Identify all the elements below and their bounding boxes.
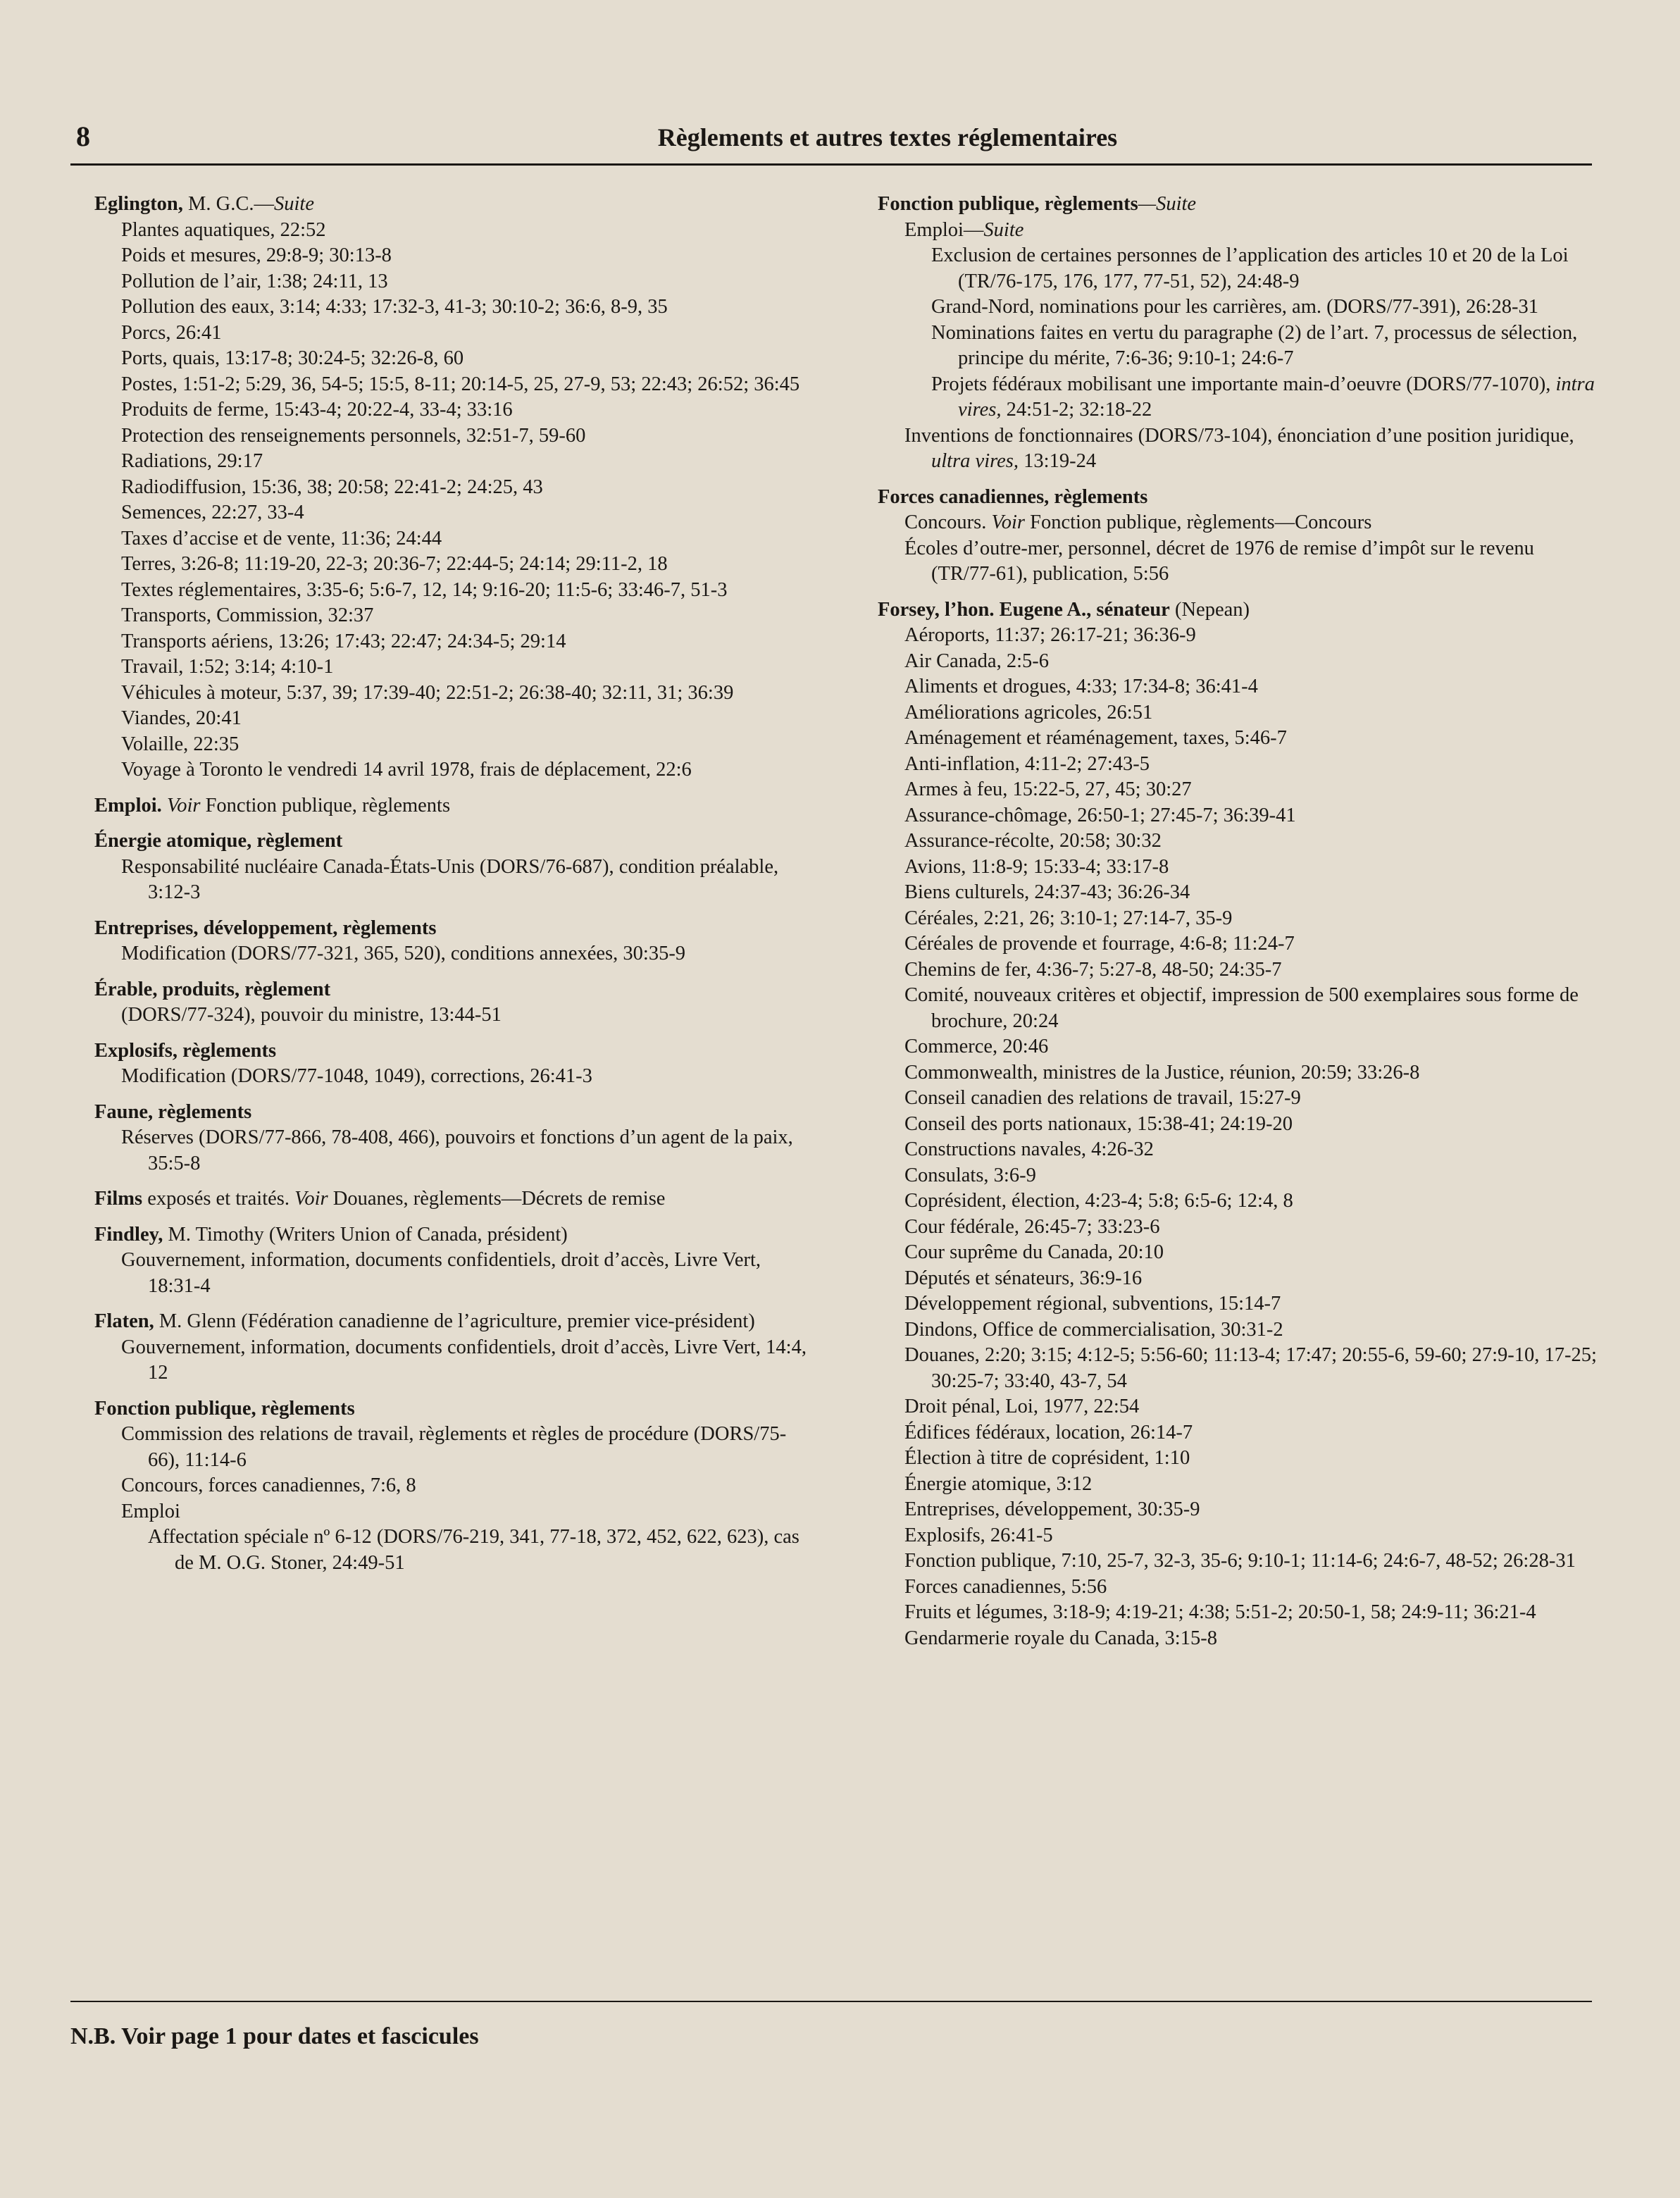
subentry: Modification (DORS/77-321, 365, 520), conditions annexées, 30:35-9 [121, 943, 686, 964]
subentry: Radiodiffusion, 15:36, 38; 20:58; 22:41-2; 24:25, 43 [121, 476, 543, 498]
subentry: Commonwealth, ministres de la Justice, réunion, 20:59; 33:26-8 [904, 1061, 1420, 1084]
subentry: Édifices fédéraux, location, 26:14-7 [904, 1421, 1193, 1443]
entry-suite: Suite [273, 193, 314, 215]
subentry-italic: intra vires, [958, 373, 1595, 421]
subentry: Produits de ferme, 15:43-4; 20:22-4, 33-4; 33:16 [121, 399, 513, 421]
page-title: Règlements et autres textes réglementaires [657, 123, 1118, 151]
subentry: Coprésident, élection, 4:23-4; 5:8; 6:5-6; 12:4, 8 [904, 1190, 1293, 1212]
subentry: Porcs, 26:41 [121, 321, 222, 344]
entry-heading: Fonction publique, règlements [878, 193, 1138, 215]
subentry: Concours, forces canadiennes, 7:6, 8 [121, 1474, 416, 1496]
index-entry-energie-atomique [70, 828, 814, 906]
subentry: Viandes, 20:41 [121, 707, 242, 729]
entry-suite: Suite [983, 218, 1024, 241]
forsey-subentry-list [854, 623, 1597, 1651]
entry-heading: Emploi. [94, 794, 162, 817]
entry-heading-rest: Fonction publique, règlements [200, 794, 451, 817]
subentry: Assurance-chômage, 26:50-1; 27:45-7; 36:39-41 [904, 804, 1296, 826]
subentry: Dindons, Office de commercialisation, 30:31-2 [904, 1318, 1283, 1341]
subentry: Semences, 22:27, 33-4 [121, 502, 304, 523]
subentry: Nominations faites en vertu du paragraphe (2) de l’art. 7, processus de sélection, principe du mérite, 7:6-36; 9:10-1; 24:6-7 [931, 321, 1578, 369]
subentry: Volaille, 22:35 [121, 733, 239, 755]
subentry: Consulats, 3:6-9 [904, 1164, 1036, 1186]
entry-heading: Findley, [94, 1223, 163, 1246]
subentry: Projets fédéraux mobilisant une importante main-d’oeuvre (DORS/77-1070), [931, 373, 1556, 395]
subentry: Transports aériens, 13:26; 17:43; 22:47; 24:34-5; 29:14 [121, 630, 566, 652]
subentry: Céréales, 2:21, 26; 3:10-1; 27:14-7, 35-9 [904, 907, 1233, 929]
subentry: Air Canada, 2:5-6 [904, 650, 1049, 672]
subentry: 24:51-2; 32:18-22 [1001, 399, 1152, 421]
subentry: Gouvernement, information, documents confidentiels, droit d’accès, Livre Vert, 14:4, 12 [121, 1336, 807, 1384]
index-entry-flaten [70, 1309, 814, 1386]
entry-heading-rest: Douanes, règlements—Décrets de remise [328, 1188, 666, 1210]
left-column [70, 192, 814, 1586]
subentry: Emploi [121, 1500, 180, 1522]
subentry: Armes à feu, 15:22-5, 27, 45; 30:27 [904, 778, 1192, 800]
subentry: Conseil canadien des relations de travail, 15:27-9 [904, 1087, 1301, 1109]
footer-note: N.B. Voir page 1 pour dates et fascicules [70, 2023, 479, 2049]
subentry: Aménagement et réaménagement, taxes, 5:46-7 [904, 727, 1287, 749]
subentry: Modification (DORS/77-1048, 1049), corrections, 26:41-3 [121, 1065, 592, 1087]
subentry: Postes, 1:51-2; 5:29, 36, 54-5; 15:5, 8-11; 20:14-5, 25, 27-9, 53; 22:43; 26:52; 36:45 [121, 373, 800, 395]
index-entry-fonction-publique-suite [854, 192, 1597, 475]
subentry: Plantes aquatiques, 22:52 [121, 218, 326, 241]
right-column [854, 192, 1597, 1661]
see-reference: Voir [294, 1188, 328, 1210]
subentry: Taxes d’accise et de vente, 11:36; 24:44 [121, 527, 442, 550]
subentry: Réserves (DORS/77-866, 78-408, 466), pouvoirs et fonctions d’un agent de la paix, 35:5-8 [121, 1126, 793, 1174]
subentry: Commerce, 20:46 [904, 1036, 1049, 1057]
subentry: Céréales de provende et fourrage, 4:6-8; 11:24-7 [904, 933, 1295, 955]
subentry: Gendarmerie royale du Canada, 3:15-8 [904, 1627, 1217, 1649]
page-number: 8 [76, 120, 90, 152]
subentry: Cour suprême du Canada, 20:10 [904, 1241, 1164, 1263]
footer-rule [70, 2001, 1592, 2002]
subentry: Travail, 1:52; 3:14; 4:10-1 [121, 656, 334, 678]
subentry: Pollution des eaux, 3:14; 4:33; 17:32-3, 41-3; 30:10-2; 36:6, 8-9, 35 [121, 296, 668, 318]
index-entry-forces-canadiennes [854, 485, 1597, 588]
entry-suite: —Suite [1138, 193, 1197, 215]
index-entry-faune [70, 1100, 814, 1177]
subentry: Terres, 3:26-8; 11:19-20, 22-3; 20:36-7; 22:44-5; 24:14; 29:11-2, 18 [121, 553, 668, 575]
subentry: Explosifs, 26:41-5 [904, 1524, 1053, 1546]
subentry: Radiations, 29:17 [121, 450, 263, 472]
subentry: Développement régional, subventions, 15:14-7 [904, 1293, 1281, 1315]
subentry: Énergie atomique, 3:12 [904, 1472, 1093, 1495]
subentry: Comité, nouveaux critères et objectif, impression de 500 exemplaires sous forme de brochure, 20:24 [904, 984, 1579, 1032]
subentry: Conseil des ports nationaux, 15:38-41; 24:19-20 [904, 1112, 1293, 1135]
index-entry-fonction-publique [70, 1396, 814, 1577]
subentry: Voyage à Toronto le vendredi 14 avril 1978, frais de déplacement, 22:6 [121, 759, 692, 781]
entry-heading: Films [94, 1188, 143, 1210]
subentry: Écoles d’outre-mer, personnel, décret de 1976 de remise d’impôt sur le revenu (TR/77-61), publication, 5:56 [904, 537, 1534, 585]
entry-heading-rest: M. G.C.— [182, 193, 274, 215]
subentry: Constructions navales, 4:26-32 [904, 1138, 1154, 1160]
entry-heading: Explosifs, règlements [94, 1039, 277, 1062]
subentry: Anti-inflation, 4:11-2; 27:43-5 [904, 752, 1150, 775]
subentry: Droit pénal, Loi, 1977, 22:54 [904, 1396, 1140, 1417]
subentry: Inventions de fonctionnaires (DORS/73-104), énonciation d’une position juridique, [904, 424, 1574, 447]
subentry: Concours. [904, 511, 992, 533]
subentry: Véhicules à moteur, 5:37, 39; 17:39-40; 22:51-2; 26:38-40; 32:11, 31; 36:39 [121, 681, 734, 704]
page-header [70, 120, 1592, 166]
subentry: Exclusion de certaines personnes de l’application des articles 10 et 20 de la Loi (TR/76-175, 176, 177, 77-51, 52), 24:48-9 [931, 244, 1569, 292]
entry-heading: Énergie atomique, règlement [94, 830, 343, 852]
subentry: Pollution de l’air, 1:38; 24:11, 13 [121, 270, 388, 292]
subentry: Assurance-récolte, 20:58; 30:32 [904, 830, 1162, 852]
index-entry-entreprises [70, 916, 814, 967]
subentry: Cour fédérale, 26:45-7; 33:23-6 [904, 1215, 1160, 1238]
see-reference: Voir [166, 794, 201, 817]
see-reference: Voir [991, 511, 1026, 533]
subentry: Entreprises, développement, 30:35-9 [904, 1498, 1200, 1520]
entry-heading: Eglington, [94, 193, 183, 215]
subentry: Fruits et légumes, 3:18-9; 4:19-21; 4:38; 5:51-2; 20:50-1, 58; 24:9-11; 36:21-4 [904, 1601, 1536, 1623]
entry-heading-rest: M. Glenn (Fédération canadienne de l’agriculture, premier vice-président) [154, 1310, 755, 1332]
subentry: Ports, quais, 13:17-8; 30:24-5; 32:26-8, 60 [121, 347, 464, 369]
subentry: Avions, 11:8-9; 15:33-4; 33:17-8 [904, 855, 1169, 878]
index-entry-eglington [70, 192, 814, 783]
entry-heading: Entreprises, développement, règlements [94, 917, 437, 939]
subentry: Affectation spéciale nº 6-12 (DORS/76-219, 341, 77-18, 372, 452, 622, 623), cas de M. O.G. Stoner, 24:49-51 [148, 1526, 799, 1574]
subentry: Aéroports, 11:37; 26:17-21; 36:36-9 [904, 624, 1196, 646]
subentry: Douanes, 2:20; 3:15; 4:12-5; 5:56-60; 11:13-4; 17:47; 20:55-6, 59-60; 27:9-10, 17-25; 30:25-7; 33:40, 43-7, 54 [904, 1344, 1597, 1392]
subentry: Députés et sénateurs, 36:9-16 [904, 1267, 1143, 1289]
index-entry-forsey [854, 597, 1597, 1652]
index-entry-findley [70, 1222, 814, 1300]
index-entry-explosifs [70, 1038, 814, 1090]
subentry: Fonction publique, règlements—Concours [1025, 511, 1372, 533]
subentry: (DORS/77-324), pouvoir du ministre, 13:44-51 [121, 1004, 502, 1026]
subentry: Emploi— [904, 218, 984, 241]
subentry: Transports, Commission, 32:37 [121, 604, 374, 626]
subentry: Gouvernement, information, documents confidentiels, droit d’accès, Livre Vert, 18:31-4 [121, 1249, 761, 1297]
entry-heading: Flaten, [94, 1310, 154, 1332]
entry-heading: Érable, produits, règlement [94, 978, 331, 1000]
subentry: Commission des relations de travail, règlements et règles de procédure (DORS/75-66), 11:14-6 [121, 1423, 787, 1471]
entry-heading: Forces canadiennes, règlements [878, 485, 1148, 508]
subentry-italic: ultra vires, [931, 450, 1019, 472]
index-entry-emploi [70, 793, 814, 819]
subentry: Protection des renseignements personnels, 32:51-7, 59-60 [121, 424, 586, 447]
subentry: Textes réglementaires, 3:35-6; 5:6-7, 12, 14; 9:16-20; 11:5-6; 33:46-7, 51-3 [121, 578, 728, 601]
index-entry-erable [70, 977, 814, 1029]
subentry: Chemins de fer, 4:36-7; 5:27-8, 48-50; 24:35-7 [904, 958, 1282, 981]
entry-heading-rest: exposés et traités. [142, 1188, 295, 1210]
subentry: Améliorations agricoles, 26:51 [904, 701, 1153, 724]
entry-heading: Forsey, l’hon. Eugene A., sénateur [878, 598, 1170, 621]
index-entry-films [70, 1186, 814, 1212]
subentry: Poids et mesures, 29:8-9; 30:13-8 [121, 244, 392, 266]
subentry: Forces canadiennes, 5:56 [904, 1575, 1107, 1598]
entry-heading: Faune, règlements [94, 1100, 252, 1123]
subentry: Fonction publique, 7:10, 25-7, 32-3, 35-6; 9:10-1; 11:14-6; 24:6-7, 48-52; 26:28-31 [904, 1550, 1576, 1572]
subentry: Responsabilité nucléaire Canada-États-Unis (DORS/76-687), condition préalable, 3:12-3 [121, 855, 779, 903]
subentry: Aliments et drogues, 4:33; 17:34-8; 36:41-4 [904, 676, 1258, 697]
subentry: Biens culturels, 24:37-43; 36:26-34 [904, 881, 1190, 903]
entry-heading-rest: M. Timothy (Writers Union of Canada, président) [163, 1223, 568, 1246]
entry-heading: Fonction publique, règlements [94, 1397, 355, 1420]
entry-heading-rest: (Nepean) [1169, 598, 1250, 621]
subentry: Élection à titre de coprésident, 1:10 [904, 1447, 1190, 1469]
subentry: 13:19-24 [1019, 450, 1097, 472]
subentry: Grand-Nord, nominations pour les carrières, am. (DORS/77-391), 26:28-31 [931, 296, 1538, 318]
